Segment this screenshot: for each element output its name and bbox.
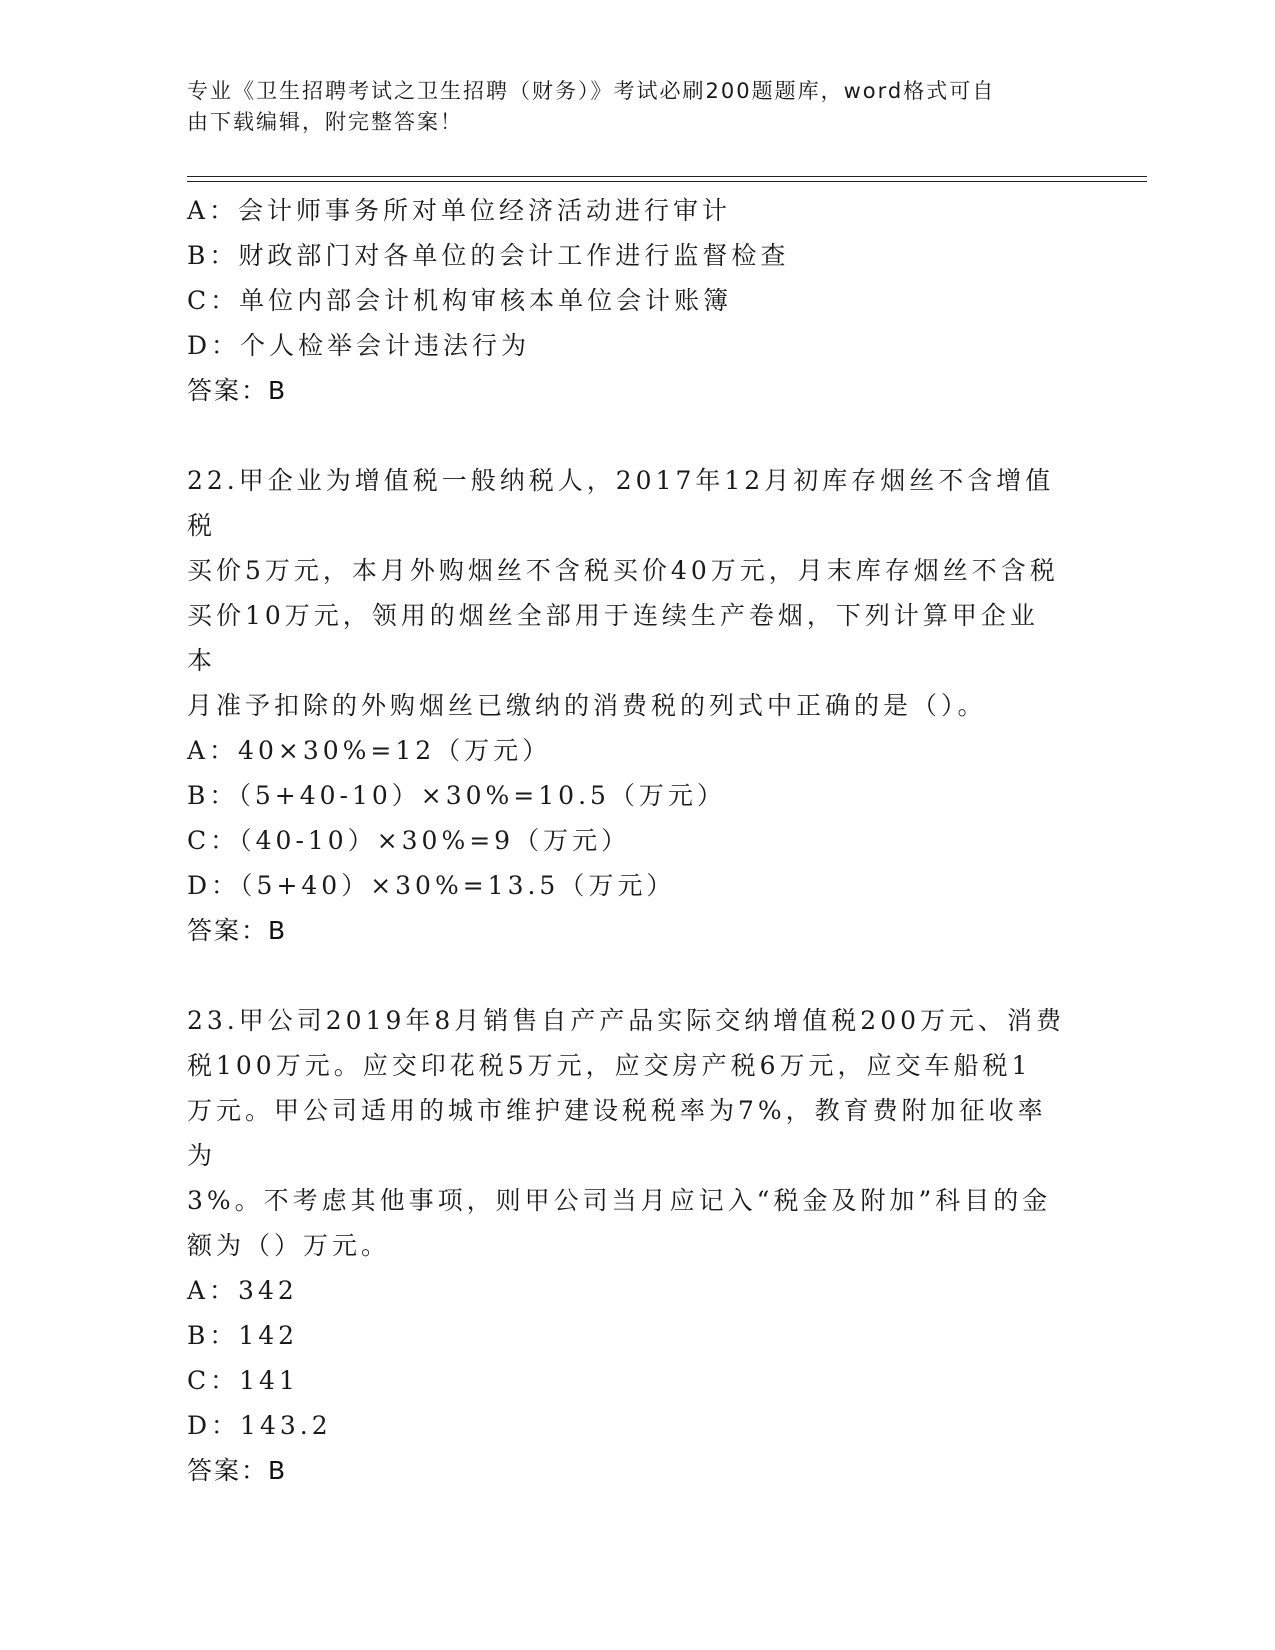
- q22-stem-line-1: 22.甲企业为增值税一般纳税人，2017年12月初库存烟丝不含增值税: [187, 466, 1055, 540]
- spacer: [187, 953, 1067, 998]
- q23-stem-line-5: 额为（）万元。: [187, 1231, 391, 1260]
- q22-answer: 答案：B: [187, 916, 288, 945]
- q22-option-d: D：（5+40）×30%=13.5（万元）: [187, 871, 676, 900]
- q22-stem-line-3: 买价10万元，领用的烟丝全部用于连续生产卷烟，下列计算甲企业本: [187, 601, 1039, 675]
- q23-option-c: C：141: [187, 1366, 299, 1395]
- q21-option-d: D：个人检举会计违法行为: [187, 331, 531, 360]
- q22-stem-line-2: 买价5万元，本月外购烟丝不含税买价40万元，月末库存烟丝不含税: [187, 556, 1059, 585]
- header-title-line-1: 专业《卫生招聘考试之卫生招聘（财务）》考试必刷200题题库，word格式可自: [187, 79, 996, 103]
- header-divider-top: [187, 176, 1147, 177]
- q23-option-a: A：342: [187, 1276, 298, 1305]
- question-22: [187, 458, 1067, 953]
- q23-option-d: D：143.2: [187, 1411, 332, 1440]
- q23-option-b: B：142: [187, 1321, 299, 1350]
- spacer: [187, 413, 1067, 458]
- document-body: [187, 188, 1067, 1493]
- q21-option-b: B：财政部门对各单位的会计工作进行监督检查: [187, 241, 790, 270]
- q21-option-c: C：单位内部会计机构审核本单位会计账簿: [187, 286, 733, 315]
- q23-stem-line-4: 3%。不考虑其他事项，则甲公司当月应记入“税金及附加”科目的金: [187, 1186, 1052, 1215]
- q23-stem-line-1: 23.甲公司2019年8月销售自产产品实际交纳增值税200万元、消费: [187, 1006, 1066, 1035]
- q22-stem-line-4: 月准予扣除的外购烟丝已缴纳的消费税的列式中正确的是（）。: [187, 691, 987, 720]
- q23-stem-line-2: 税100万元。应交印花税5万元，应交房产税6万元，应交车船税1: [187, 1051, 1032, 1080]
- q22-option-a: A：40×30%=12（万元）: [187, 736, 552, 765]
- header-title-line-2: 由下载编辑，附完整答案！: [187, 110, 463, 134]
- document-header: [187, 76, 1067, 138]
- q22-option-b: B：（5+40-10）×30%=10.5（万元）: [187, 781, 726, 810]
- header-divider-bottom: [187, 181, 1147, 182]
- question-21: [187, 188, 1067, 413]
- q22-option-c: C：（40-10）×30%=9（万元）: [187, 826, 631, 855]
- q23-answer: 答案：B: [187, 1456, 288, 1485]
- q23-stem-line-3: 万元。甲公司适用的城市维护建设税税率为7%，教育费附加征收率为: [187, 1096, 1047, 1170]
- q21-option-a: A：会计师事务所对单位经济活动进行审计: [187, 196, 732, 225]
- question-23: [187, 998, 1067, 1493]
- q21-answer: 答案：B: [187, 376, 288, 405]
